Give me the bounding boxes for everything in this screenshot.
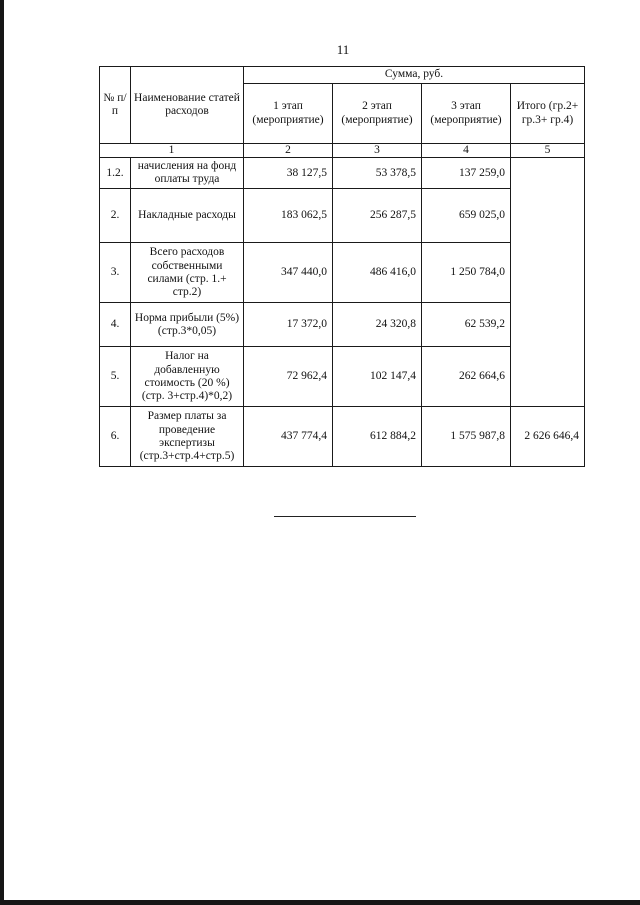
row-stage-1: 437 774,4 (244, 407, 333, 467)
header-row-top (100, 67, 585, 84)
row-name: Норма прибыли (5%) (стр.3*0,05) (131, 303, 244, 347)
column-number-5: 5 (511, 144, 585, 158)
row-stage-1: 72 962,4 (244, 347, 333, 407)
row-stage-3: 1 250 784,0 (422, 243, 511, 303)
header-col-no: № п/п (100, 67, 131, 144)
row-number: 4. (100, 303, 131, 347)
row-name: Налог на добавленную стоимость (20 %) (стр. 3+стр.4)*0,2) (131, 347, 244, 407)
row-stage-3: 62 539,2 (422, 303, 511, 347)
table-row (100, 407, 585, 467)
row-number: 5. (100, 347, 131, 407)
row-name: начисления на фонд оплаты труда (131, 158, 244, 189)
row-stage-2: 612 884,2 (333, 407, 422, 467)
column-number-2: 2 (244, 144, 333, 158)
row-stage-2: 256 287,5 (333, 189, 422, 243)
header-total: Итого (гр.2+ гр.3+ гр.4) (511, 84, 585, 144)
row-stage-1: 347 440,0 (244, 243, 333, 303)
row-stage-1: 38 127,5 (244, 158, 333, 189)
row-number: 6. (100, 407, 131, 467)
scan-bottom-edge (0, 900, 640, 905)
row-number: 2. (100, 189, 131, 243)
row-stage-3: 262 664,6 (422, 347, 511, 407)
header-col-sum: Сумма, руб. (244, 67, 585, 84)
row-number: 1.2. (100, 158, 131, 189)
table-row (100, 158, 585, 189)
cost-table (99, 66, 585, 467)
row-name: Размер платы за проведение экспертизы (стр.3+стр.4+стр.5) (131, 407, 244, 467)
row-stage-3: 659 025,0 (422, 189, 511, 243)
page-number: 11 (336, 42, 350, 57)
row-stage-2: 24 320,8 (333, 303, 422, 347)
row-name: Накладные расходы (131, 189, 244, 243)
row-stage-3: 1 575 987,8 (422, 407, 511, 467)
column-number-4: 4 (422, 144, 511, 158)
column-number-3: 3 (333, 144, 422, 158)
row-stage-2: 102 147,4 (333, 347, 422, 407)
column-number-row (100, 144, 585, 158)
header-stage-2: 2 этап (мероприятие) (333, 84, 422, 144)
row-stage-1: 183 062,5 (244, 189, 333, 243)
column-number-1: 1 (100, 144, 244, 158)
row-name: Всего расходов собственными силами (стр. 1.+ стр.2) (131, 243, 244, 303)
row-stage-2: 53 378,5 (333, 158, 422, 189)
row-total-empty (511, 158, 585, 407)
row-stage-1: 17 372,0 (244, 303, 333, 347)
row-number: 3. (100, 243, 131, 303)
separator-line (274, 516, 416, 517)
row-stage-2: 486 416,0 (333, 243, 422, 303)
header-stage-3: 3 этап (мероприятие) (422, 84, 511, 144)
header-stage-1: 1 этап (мероприятие) (244, 84, 333, 144)
row-stage-3: 137 259,0 (422, 158, 511, 189)
scan-left-edge (0, 0, 4, 905)
header-col-name: Наименование статей расходов (131, 67, 244, 144)
row-total: 2 626 646,4 (511, 407, 585, 467)
